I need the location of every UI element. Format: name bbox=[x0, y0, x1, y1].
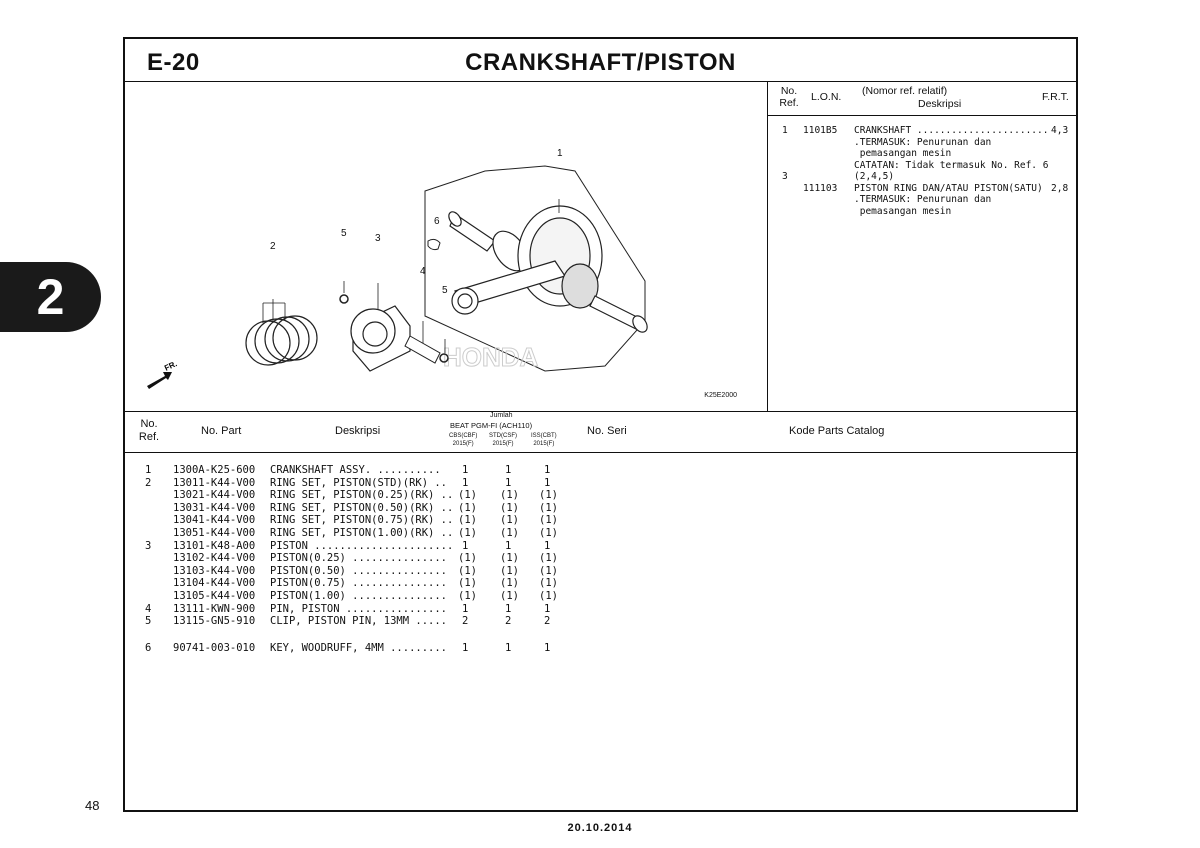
piston-clip bbox=[340, 295, 348, 303]
svg-text:FR.: FR. bbox=[163, 359, 179, 373]
direction-arrow-icon bbox=[147, 359, 179, 389]
callout-3: 3 bbox=[375, 233, 381, 244]
table-row: 1 1300A-K25-600 CRANKSHAFT ASSY. .......... 1 1 1 bbox=[145, 464, 551, 476]
crankshaft bbox=[446, 206, 650, 335]
parts-col-catalog: Kode Parts Catalog bbox=[789, 425, 885, 437]
table-row: 4 13111-KWN-900 PIN, PISTON ................ 1 1 1 bbox=[145, 602, 551, 615]
table-row: 13103-K44-V00 PISTON(0.50) ............... (1) (1) (1) bbox=[173, 564, 558, 577]
parts-col-serial: No. Seri bbox=[587, 425, 627, 437]
frt-row: 1 1101B5 CRANKSHAFT ....................... 4,3 bbox=[782, 125, 1069, 136]
diagram-illustration bbox=[125, 81, 765, 411]
parts-col-qty-3: ISS(CBT) 2015(F) bbox=[531, 433, 557, 447]
frt-row: .TERMASUK: Penurunan dan bbox=[854, 136, 992, 148]
frt-row: .TERMASUK: Penurunan dan bbox=[854, 194, 992, 205]
parts-col-qty-1: CBS(CBF) 2015(F) bbox=[449, 433, 478, 447]
table-row: 13031-K44-V00 RING SET, PISTON(0.50)(RK) .. (1) (1) (1) bbox=[173, 501, 558, 514]
table-row: 13021-K44-V00 RING SET, PISTON(0.25)(RK) .. (1) (1) (1) bbox=[173, 489, 558, 502]
page-number: 48 bbox=[85, 798, 100, 813]
table-row: 6 90741-003-010 KEY, WOODRUFF, 4MM ......... 1 1 1 bbox=[145, 641, 551, 654]
callout-5b: 5 bbox=[442, 285, 448, 296]
callout-1: 1 bbox=[557, 148, 563, 159]
woodruff-key bbox=[428, 239, 440, 249]
piston-pin bbox=[405, 336, 440, 363]
frt-row: 3 (2,4,5) bbox=[782, 171, 895, 182]
parts-col-ref: No. Ref. bbox=[138, 418, 160, 443]
frt-table-body bbox=[768, 125, 1076, 217]
callout-5: 5 bbox=[341, 228, 347, 239]
footer-date: 20.10.2014 bbox=[567, 822, 633, 834]
diagram-id: K25E2000 bbox=[704, 392, 737, 399]
frt-col-desc-top: (Nomor ref. relatif) bbox=[862, 85, 948, 97]
brand-watermark: HONDA bbox=[443, 342, 539, 372]
frt-col-frt: F.R.T. bbox=[1042, 91, 1069, 103]
frt-row: pemasangan mesin bbox=[854, 148, 952, 159]
frt-row: pemasangan mesin bbox=[854, 205, 952, 217]
page-frame bbox=[123, 37, 1078, 812]
parts-col-desc: Deskripsi bbox=[335, 425, 381, 437]
frt-row: CATATAN: Tidak termasuk No. Ref. 6 bbox=[854, 159, 1049, 171]
callout-4: 4 bbox=[420, 266, 426, 277]
parts-col-qty-model: BEAT PGM-FI (ACH110) bbox=[450, 421, 533, 430]
parts-col-qty-group: Jumlah bbox=[490, 412, 513, 419]
parts-table-header bbox=[125, 411, 1076, 453]
section-code: E-20 bbox=[147, 49, 200, 76]
piston bbox=[351, 306, 410, 371]
page-title: CRANKSHAFT/PISTON bbox=[465, 49, 736, 76]
section-tab: 2 bbox=[0, 262, 101, 332]
parts-table-body bbox=[125, 464, 1076, 654]
frt-col-lon: L.O.N. bbox=[811, 91, 842, 103]
callout-2: 2 bbox=[270, 241, 276, 252]
parts-col-qty-2: STD(CSF) 2015(F) bbox=[489, 433, 517, 447]
exploded-diagram bbox=[125, 81, 768, 411]
table-row: 13051-K44-V00 RING SET, PISTON(1.00)(RK) .. (1) (1) (1) bbox=[173, 526, 558, 539]
table-row: 13102-K44-V00 PISTON(0.25) ............... (1) (1) (1) bbox=[173, 552, 558, 565]
frt-row: 111103 PISTON RING DAN/ATAU PISTON(SATU) 2,8 bbox=[803, 182, 1069, 194]
title-bar bbox=[125, 39, 1076, 82]
table-row: 3 13101-K48-A00 PISTON ...................... 1 1 1 bbox=[145, 539, 551, 552]
frt-table-header bbox=[768, 81, 1076, 116]
table-row: 13041-K44-V00 RING SET, PISTON(0.75)(RK) .. (1) (1) (1) bbox=[173, 514, 558, 527]
table-row: 13105-K44-V00 PISTON(1.00) ............... (1) (1) (1) bbox=[173, 589, 558, 602]
callout-6: 6 bbox=[434, 216, 440, 227]
table-row: 13104-K44-V00 PISTON(0.75) ............... (1) (1) (1) bbox=[173, 577, 558, 590]
table-row: 2 13011-K44-V00 RING SET, PISTON(STD)(RK) .. 1 1 1 bbox=[145, 476, 551, 489]
table-row: 5 13115-GN5-910 CLIP, PISTON PIN, 13MM ..... 2 2 2 bbox=[145, 615, 551, 628]
parts-col-part: No. Part bbox=[201, 425, 242, 437]
frt-col-desc: Deskripsi bbox=[918, 98, 962, 110]
frt-col-ref: No. Ref. bbox=[779, 85, 799, 109]
piston-rings bbox=[246, 316, 317, 365]
